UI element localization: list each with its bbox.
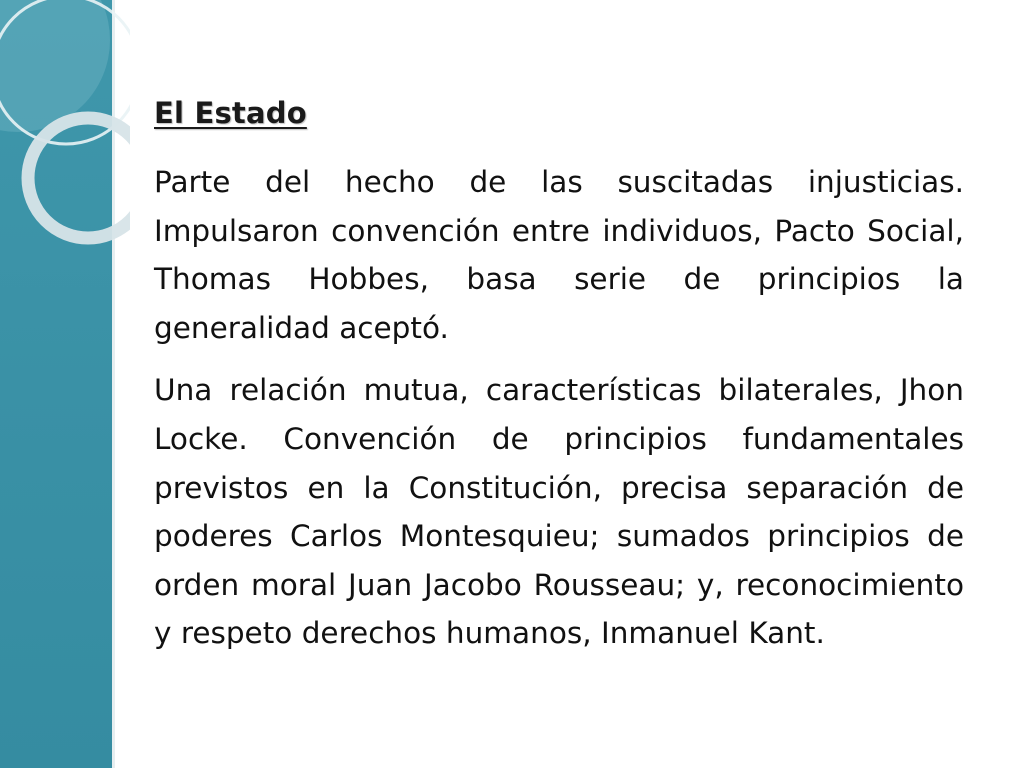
slide-body bbox=[154, 158, 964, 658]
paragraph-locke-kant: Una relación mutua, características bilaterales, Jhon Locke. Convención de principios fundamentales previstos en la Constitución, precisa separación de poderes Carlos Montesquieu; sumados principios de orden moral Juan Jacobo Rousseau; y, reconocimiento y respeto derechos humanos, Inmanuel Kant. bbox=[154, 373, 964, 651]
paragraph-hobbes: Parte del hecho de las suscitadas injusticias. Impulsaron convención entre individuos, Pacto Social, Thomas Hobbes, basa serie de principios la generalidad aceptó. bbox=[154, 165, 964, 345]
slide-title: El Estado bbox=[154, 96, 307, 130]
decorative-circles-icon bbox=[0, 0, 130, 260]
